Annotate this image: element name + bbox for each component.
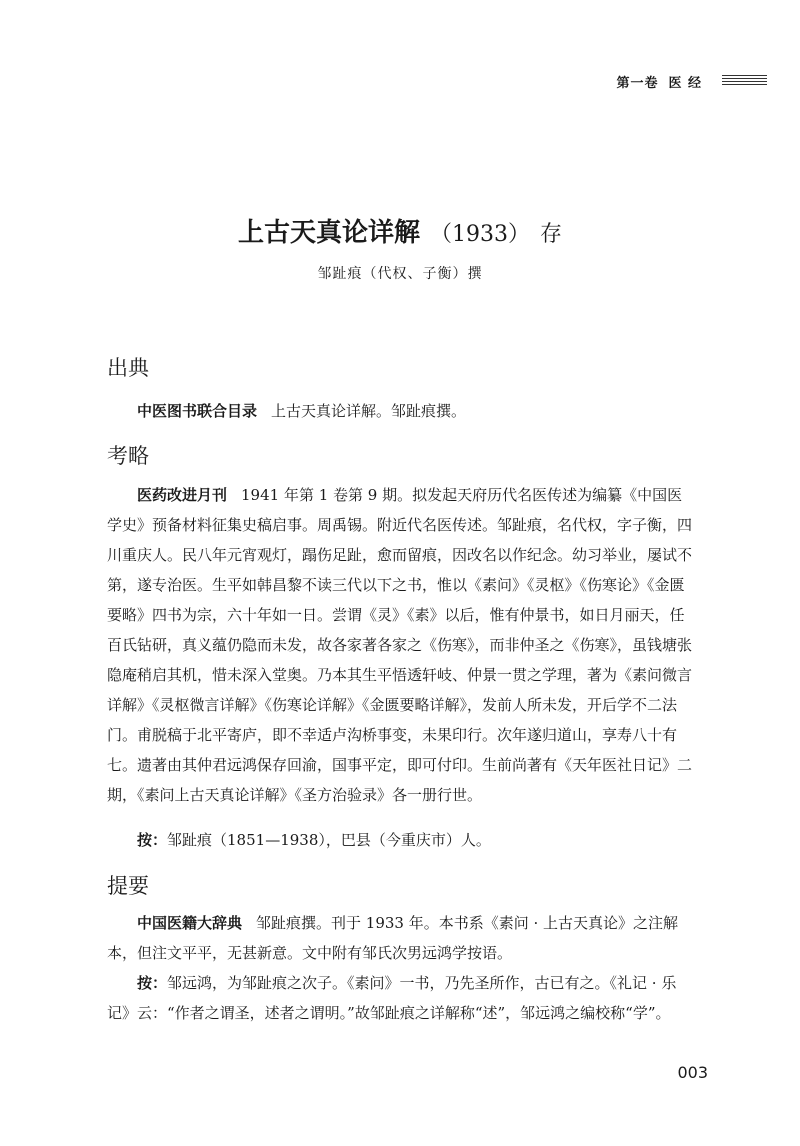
source-kaolue: 医药改进月刊 bbox=[137, 486, 228, 504]
running-head-rules bbox=[722, 75, 767, 87]
paragraph-chudian bbox=[107, 396, 693, 426]
note-tiyao bbox=[107, 968, 693, 1028]
running-head-volume: 第一卷 bbox=[616, 76, 659, 91]
paragraph-tiyao bbox=[107, 908, 693, 968]
heading-chudian: 出典 bbox=[107, 356, 149, 380]
text-tiyao: 邹趾痕撰。刊于 1933 年。本书系《素问 · 上古天真论》之注解本，但注文平平，无甚新意。文中附有邹氏次男远鸿学按语。 bbox=[107, 914, 679, 962]
text-chudian: 上古天真论详解。邹趾痕撰。 bbox=[271, 402, 467, 420]
heading-kaolue: 考略 bbox=[107, 444, 149, 468]
page-title bbox=[0, 212, 800, 249]
running-head bbox=[616, 72, 702, 91]
text-kaolue: 1941 年第 1 卷第 9 期。拟发起天府历代名医传述为编纂《中国医学史》预备材料征集史稿启事。周禹锡。附近代名医传述。邹趾痕，名代权，字子衡，四川重庆人。民八年元宵观灯，蹋伤足趾，愈而留痕，因改名以作纪念。幼习举业，屡试不第，遂专治医。生平如韩昌黎不读三代以下之书，惟以《素问》《灵枢》《伤寒论》《金匮要略》四书为宗，六十年如一日。尝谓《灵》《素》以后，惟有仲景书，如日月丽天，任百氏钻研，真义蕴仍隐而未发，故各家著各家之《伤寒》，而非仲圣之《伤寒》，虽钱塘张隐庵稍启其机，惜未深入堂奥。乃本其生平悟透轩岐、仲景一贯之学理，著为《素问微言详解》《灵枢微言详解》《伤寒论详解》《金匮要略详解》，发前人所未发，开后学不二法门。甫脱稿于北平寄庐，即不幸适卢沟桥事变，未果印行。次年遂归道山，享寿八十有七。遗著由其仲君远鸿保存回渝，国事平定，即可付印。生前尚著有《天年医社日记》二期，《素问上古天真论详解》《圣方治验录》各一册行世。 bbox=[107, 486, 693, 804]
note-label-kaolue: 按： bbox=[137, 831, 168, 849]
page-number: 003 bbox=[677, 1063, 708, 1082]
source-chudian: 中医图书联合目录 bbox=[137, 402, 258, 420]
source-tiyao: 中国医籍大辞典 bbox=[137, 914, 243, 932]
title-status: 存 bbox=[540, 222, 563, 247]
running-head-section: 医 经 bbox=[668, 76, 702, 91]
author-line: 邹趾痕（代权、子衡）撰 bbox=[317, 266, 483, 282]
note-label-tiyao: 按： bbox=[137, 974, 168, 992]
paragraph-kaolue bbox=[107, 480, 693, 810]
heading-tiyao: 提要 bbox=[107, 874, 149, 898]
title-year: （1933） bbox=[430, 222, 530, 247]
title-main: 上古天真论详解 bbox=[237, 218, 420, 248]
note-text-tiyao: 邹远鸿，为邹趾痕之次子。《素问》一书，乃先圣所作，古已有之。《礼记 · 乐记》云：“作者之谓圣，述者之谓明。”故邹趾痕之详解称“述”，邹远鸿之编校称“学”。 bbox=[107, 974, 677, 1022]
note-text-kaolue: 邹趾痕（1851—1938），巴县（今重庆市）人。 bbox=[167, 831, 491, 849]
note-kaolue bbox=[107, 825, 693, 855]
